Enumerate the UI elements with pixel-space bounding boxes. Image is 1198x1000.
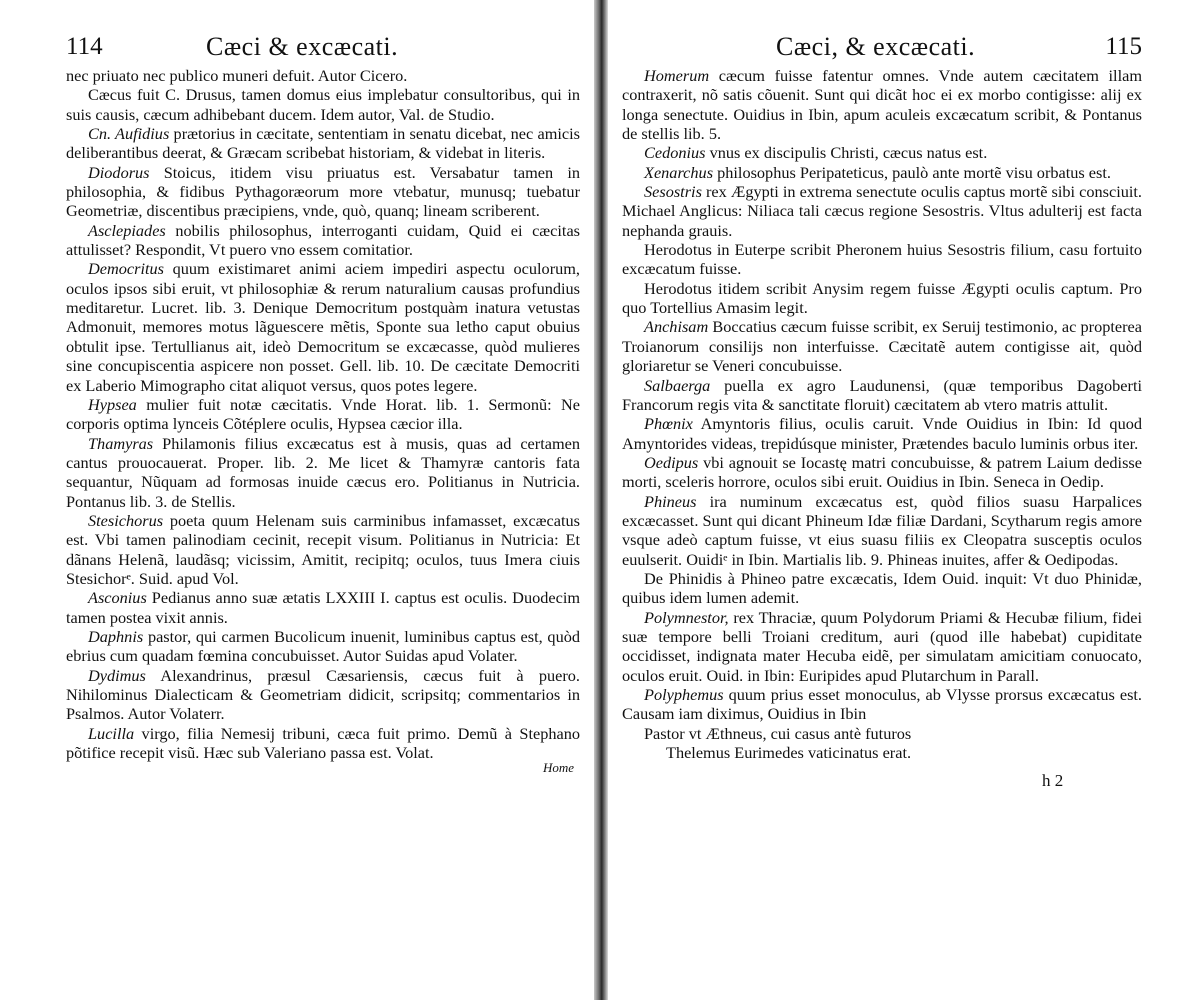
entry-name: Hypsea	[88, 394, 137, 414]
entry-name: Xenarchus	[644, 162, 714, 182]
entry-paragraph: Salbaerga puella ex agro Laudunensi, (quæ temporibus Dagoberti Francorum regis vita & sanctitate floruit) cæcitatem ab vtero matris attulit.	[622, 375, 1142, 414]
entry-paragraph: Daphnis pastor, qui carmen Bucolicum inuenit, luminibus captus est, quòd ebrius cum quadam fœmina concubuisset. Autor Suidas apud Volater.	[66, 626, 580, 666]
right-page-number: 115	[1105, 33, 1142, 60]
entry-name: Democritus	[88, 259, 164, 279]
entry-paragraph: Xenarchus philosophus Peripateticus, paulò ante mortẽ visu orbatus est.	[644, 162, 1111, 182]
left-page-text	[66, 66, 580, 776]
verse-line: Thelemus Eurimedes vaticinatus erat.	[666, 743, 912, 763]
entry-name: Polyphemus	[644, 685, 724, 704]
entry-paragraph: Polymnestor, rex Thraciæ, quum Polydorum Priami & Hecubæ filium, fidei suæ tempore belli Troiani creditum, auri (quod ille habebat) cupiditate occidisset, indignata mater Hecuba eidẽ, per simulatam amicitiam conuocato, oculos eruit. Ouid. in Ibin: Euripides apud Plutarchum in Parall.	[622, 607, 1142, 685]
left-page	[0, 0, 594, 1000]
entry-name: Phineus	[644, 491, 697, 511]
entry-paragraph: Democritus quum existimaret animi aciem impediri aspectu oculorum, oculos ipsos sibi eruit, vt philosophiæ & rerum naturalium causas profundius meditaretur. Lucret. lib. 3. Denique Democritum postquàm inatura vetustas Admonuit, memores motus lãguescere mẽtis, Sponte sua letho caput obuius obtulit ipse. Tertullianus ait, ideò Democritum se excæcasse, quòd mulieres sine concupiscentia aspicere non posset. Gell. lib. 10. De cæcitate Democriti ex Laberio Mimographo citat aliquot versus, quos potes legere.	[66, 259, 580, 395]
entry-name: Salbaerga	[644, 375, 711, 395]
left-running-head: Cæci & excæcati.	[206, 32, 399, 61]
entry-paragraph: Dydimus Alexandrinus, præsul Cæsariensis, cæcus fuit à puero. Nihilominus Dialecticam & Geometriam didicit, scripsitq; commentarios in Psalmos. Autor Volaterr.	[66, 665, 581, 724]
entry-paragraph: Cn. Aufidius prætorius in cæcitate, sententiam in senatu dicebat, nec amicis deliberantibus deerat, & Græcam scribebat historiam, & videbat in literis.	[66, 124, 580, 163]
entry-name: Oedipus	[644, 452, 699, 472]
entry-name: Asclepiades	[88, 220, 166, 240]
right-page	[608, 0, 1198, 1000]
entry-name: Thamyras	[88, 433, 154, 453]
entry-paragraph: Stesichorus poeta quum Helenam suis carminibus infamasset, excæcatus est. Vbi tamen palinodiam cecinit, recepit visum. Politianus in Nutricia: Et dãnans Helenã, laudãsq; vicissim, Amitit, recipitq; oculos, tuus Imera ciuis Stesichorᵉ. Suid. apud Vol.	[66, 510, 580, 588]
entry-paragraph: Thamyras Philamonis filius excæcatus est à musis, quas ad certamen cantus prouocauerat. Proper. lib. 2. Me licet & Thamyræ cantoris fata sequantur, Nũquam ad formosas inuide cæcus ero. Politianus in Nutricia. Pontanus lib. 3. de Stellis.	[66, 433, 580, 511]
entry-paragraph: Herodotus itidem scribit Anysim regem fuisse Ægypti oculis captum. Pro quo Tortellius Amasim legit.	[622, 278, 1142, 318]
right-page-text	[622, 66, 1142, 792]
entry-paragraph: Lucilla virgo, filia Nemesij tribuni, cæca fuit primo. Demũ à Stephano põtifice recepit visũ. Hæc sub Valeriano passa est. Volat.	[66, 723, 580, 763]
entry-name: Diodorus	[88, 162, 150, 182]
left-page-number: 114	[66, 33, 103, 60]
entry-paragraph: Oedipus vbi agnouit se Iocastę matri concubuisse, & patrem Laium dedisse morti, sceleris horrore, oculos sibi eruit. Ouidius in Ibin. Seneca in Oedip.	[622, 452, 1142, 492]
left-page-header	[66, 28, 580, 66]
entry-paragraph: Anchisam Boccatius cæcum fuisse scribit, ex Seruij testimonio, ac propterea Troianorum consilijs non interfuisse. Cæcitatẽ autem contigisse ait, quòd gloriaretur se Veneri concubuisse.	[622, 317, 1143, 376]
verse-line: Pastor vt Æthneus, cui casus antè futuros	[644, 723, 912, 743]
catchword: Home	[542, 760, 574, 776]
entry-paragraph: Herodotus in Euterpe scribit Pheronem huius Sesostris filium, casu fortuito excæcatum fuisse.	[622, 240, 1142, 279]
entry-paragraph: Homerum cæcum fuisse fatentur omnes. Vnde autem cæcitatem illam contraxerit, nõ satis cõuenit. Sunt qui dicãt hoc ei ex morbo contigisse: alij ex longa senectute. Ouidius in Ibin, apum aculeis excæcatum scribit, & Pontanus de stellis lib. 5.	[622, 66, 1142, 144]
entry-paragraph: Diodorus Stoicus, itidem visu priuatus est. Versabatur tamen in philosophia, & fidibus Pythagoræorum more vtebatur, munusq; tuebatur Geometriæ, discentibus præcipiens, vnde, quò, quanq; lineam scriberent.	[66, 162, 580, 221]
entry-name: Homerum	[644, 66, 710, 85]
book-gutter	[594, 0, 608, 1000]
entry-paragraph: Phœnix Amyntoris filius, oculis caruit. Vnde Ouidius in Ibin: Id quod Amyntorides videas, trepidúsque minister, Prætendes baculo luminis orbus iter.	[622, 414, 1142, 453]
entry-paragraph: Cedonius vnus ex discipulis Christi, cæcus natus est.	[644, 143, 988, 163]
entry-name: Phœnix	[644, 414, 693, 434]
entry-name: Dydimus	[88, 665, 146, 685]
entry-paragraph: Hypsea mulier fuit notæ cæcitatis. Vnde Horat. lib. 1. Sermonũ: Ne corporis optima lynceis Cõtéplere oculis, Hypsea cæcior illa.	[66, 394, 580, 434]
signature-mark: h 2	[1042, 771, 1064, 791]
entry-paragraph: Sesostris rex Ægypti in extrema senectute oculis captus mortẽ sibi consciuit. Michael Anglicus: Niliaca tali cæcus regione Sesostris. Vltus adulterij est facta nephanda grauis.	[622, 182, 1142, 240]
entry-name: Lucilla	[88, 723, 135, 743]
entry-name: Polymnestor,	[644, 607, 729, 627]
entry-paragraph: De Phinidis à Phineo patre excæcatis, Idem Ouid. inquit: Vt duo Phinidæ, quibus idem lumen ademit.	[622, 568, 1142, 608]
entry-name: Stesichorus	[88, 510, 164, 530]
right-page-header	[622, 28, 1142, 66]
entry-name: Asconius	[88, 588, 147, 608]
entry-paragraph: Asclepiades nobilis philosophus, interroganti cuidam, Quid ei cæcitas attulisset? Respondit, Vt puero vno essem comitatior.	[66, 220, 581, 260]
entry-paragraph: Polyphemus quum prius esset monoculus, ab Vlysse prorsus excæcatus est. Causam iam diximus, Ouidius in Ibin	[622, 685, 1142, 724]
entry-paragraph: Phineus ira numinum excæcatus est, quòd filios suasu Harpalices excæcasset. Sunt qui dicant Phineum Idæ filiæ Dardani, Scytharum regis amore vsque adeò captum fuisse, vt eius suasu filiis ex Cleopatra susceptis oculos euulserit. Ouidiᵉ in Ibin. Martialis lib. 9. Phineas inuites, affer & Oedipodas.	[622, 491, 1142, 569]
entry-name: Cn. Aufidius	[88, 124, 170, 144]
entry-paragraph: Asconius Pedianus anno suæ ætatis LXXIII I. captus est oculis. Duodecim tamen postea vixit annis.	[66, 588, 581, 627]
entry-name: Daphnis	[88, 626, 144, 646]
entry-name: Anchisam	[644, 317, 709, 337]
entry-paragraph: nec priuato nec publico muneri defuit. Autor Cicero.	[66, 66, 408, 85]
entry-paragraph: Cæcus fuit C. Drusus, tamen domus eius implebatur consultoribus, qui in suis causis, cæcum adhibebant ducem. Idem autor, Val. de Studio.	[66, 85, 580, 124]
entry-name: Cedonius	[644, 143, 706, 163]
entry-name: Sesostris	[644, 182, 702, 202]
right-running-head: Cæci, & excæcati.	[776, 32, 976, 61]
